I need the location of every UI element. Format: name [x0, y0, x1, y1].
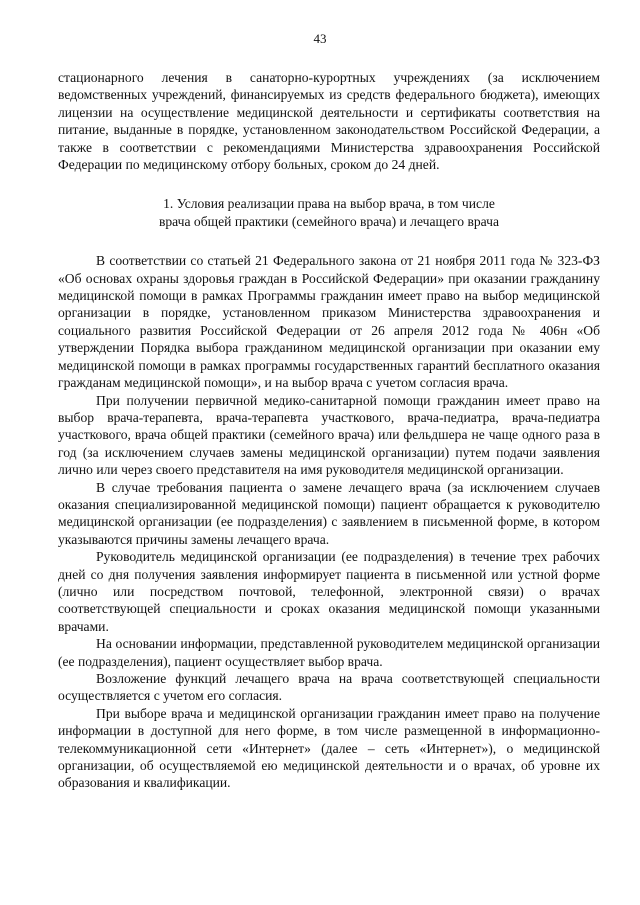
paragraph-7: При выборе врача и медицинской организации гражданин имеет право на получение информации в доступной для него форме, в том числе размещенной в информационно-телекоммуникационной сети «Интернет» (далее – сеть «Интернет»), о медицинской организации, об осуществляемой ею медицинской деятельности и о врачах, об уровне их образования и квалификации.	[58, 705, 600, 791]
paragraph-6: Возложение функций лечащего врача на врача соответствующей специальности осуществляется с учетом его согласия.	[58, 671, 600, 704]
section-heading-line-1: 1. Условия реализации права на выбор врача, в том числе	[163, 196, 495, 212]
intro-paragraph: стационарного лечения в санаторно-курортных учреждениях (за исключением ведомственных учреждений, финансируемых из средств федерального бюджета), имеющих лицензии на осуществление медицинской деятельности и сертификаты соответствия на питание, выданные в порядке, установленном законодательством Российской Федерации, а также в соответствии с рекомендациями Министерства здравоохранения Российской Федерации по медицинскому отбору больных, сроком до 24 дней.	[58, 70, 600, 173]
section-heading	[58, 195, 600, 230]
page-number: 43	[313, 31, 327, 46]
paragraph-3: В случае требования пациента о замене лечащего врача (за исключением случаев оказания специализированной медицинской помощи) пациент обращается к руководителю медицинской организации (ее подразделения) с заявлением в письменной форме, в котором указываются причины замены лечащего врача.	[58, 479, 600, 547]
document-body	[58, 69, 600, 792]
section-heading-line-2: врача общей практики (семейного врача) и лечащего врача	[158, 213, 500, 229]
paragraph-1: В соответствии со статьей 21 Федерального закона от 21 ноября 2011 года № 323-ФЗ «Об основах охраны здоровья граждан в Российской Федерации» при оказании гражданину медицинской помощи в рамках Программы гражданин имеет право на выбор медицинской организации в порядке, установленном приказом Министерства здравоохранения и социального развития Российской Федерации от 26 апреля 2012 года № 406н «Об утверждении Порядка выбора гражданином медицинской организации при оказании ему медицинской помощи в рамках программы государственных гарантий бесплатного оказания гражданам медицинской помощи», и на выбор врача с учетом согласия врача.	[58, 253, 600, 391]
paragraph-5: На основании информации, представленной руководителем медицинской организации (ее подразделения), пациент осуществляет выбор врача.	[58, 636, 600, 669]
paragraph-4: Руководитель медицинской организации (ее подразделения) в течение трех рабочих дней со дня получения заявления информирует пациента в письменной или устной форме (лично или посредством почтовой, телефонной, электронной связи) о врачах соответствующей специальности и сроках оказания медицинской помощи указанными врачами.	[58, 549, 600, 634]
paragraph-2: При получении первичной медико-санитарной помощи гражданин имеет право на выбор врача-терапевта, врача-терапевта участкового, врача-педиатра, врача-педиатра участкового, врача общей практики (семейного врача) или фельдшера не чаще одного раза в год (за исключением случаев замены медицинской организации) путем подачи заявления лично или через своего представителя на имя руководителя медицинской организации.	[58, 392, 600, 478]
